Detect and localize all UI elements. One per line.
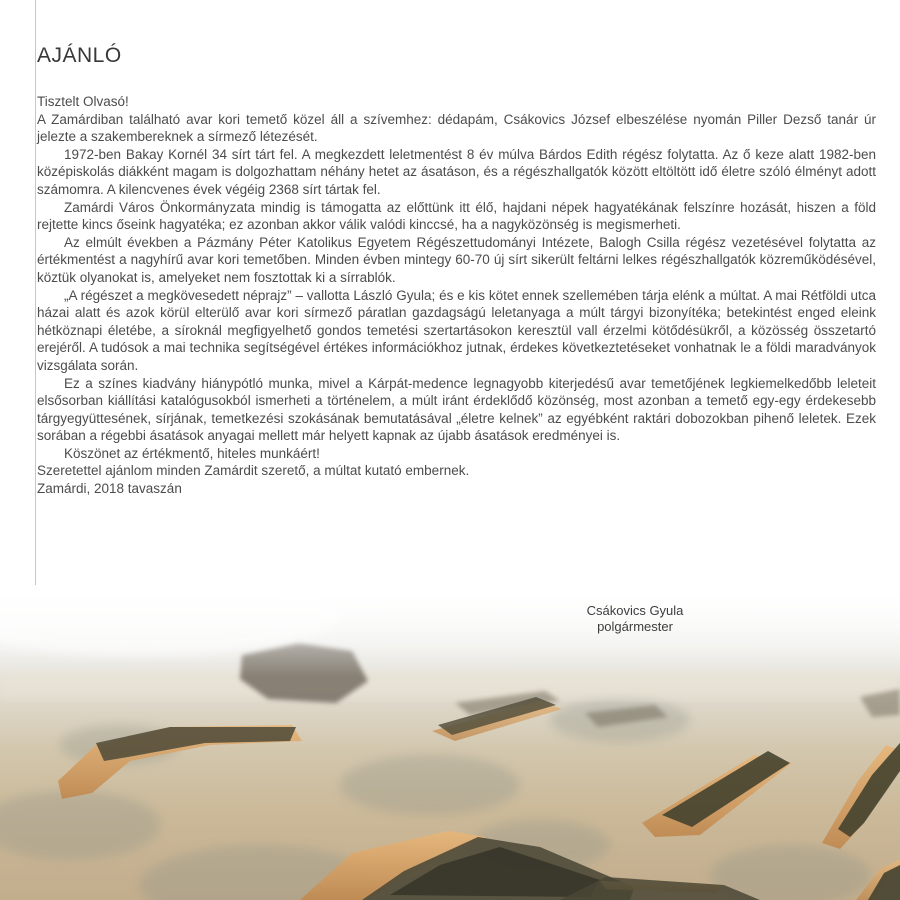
paragraph: Köszönet az értékmentő, hiteles munkáért! [64, 445, 320, 461]
paragraph: Zamárdi Város Önkormányzata mindig is támogatta az előttünk itt élő, hajdani népek hagyatékának felszínre hozását, hiszen a föld rejtette kincs őseink hagyatéka; ez azonban akkor válik valódi kinccsé, ha a nagyközönség is megismerheti. [37, 199, 876, 233]
signature-block [550, 603, 720, 635]
closing-line: Szeretettel ajánlom minden Zamárdit szerető, a múltat kutató embernek. [37, 463, 470, 479]
page-edge-line [35, 0, 36, 588]
foreword-text-block [37, 44, 876, 498]
paragraph: 1972-ben Bakay Kornél 34 sírt tárt fel. A megkezdett leletmentést 8 év múlva Bárdos Edith régész folytatta. Az ő keze alatt 1982-ben középiskolás diákként magam is dolgozhattam néhány hetet az ásatáson, és a régészhallgatók között eltöltött idő életre szóló élményt adott számomra. A kilencvenes évek végéig 2368 sírt tártak fel. [37, 146, 876, 197]
signature-title: polgármester [597, 619, 673, 634]
paragraph: „A régészet a megkövesedett néprajz” – vallotta László Gyula; és e kis kötet ennek szellemében tárja elénk a múltat. A mai Rétföldi utca házai alatt és azok körül elterülő avar kori sírmező páratlan gazdagságú leletanyaga a múlt tárgyi bizonyítéka; betekintést enged eleink hétköznapi életébe, a síroknál megfigyelhető gondos temetési szertartásokon keresztül vall érzelmi kötődésükről, a közösség összetartó erejéről. A tudósok a mai technika segítségével értékes információkhoz jutnak, érdekes következtetéseket vonhatnak le a földi maradványok vizsgálata során. [37, 287, 876, 373]
excavation-photo-art [0, 585, 900, 900]
paragraph: Az elmúlt években a Pázmány Péter Katolikus Egyetem Régészettudományi Intézete, Balogh Csilla régész vezetésével folytatta az értékmentést a nagyhírű avar kori temetőben. Minden évben mintegy 60-70 új sírt sikerült feltárni lelkes régészhallgatók közreműködésével, köztük olyanokat is, amelyeket nem fosztottak ki a sírrablók. [37, 234, 876, 285]
signature-name: Csákovics Gyula [586, 603, 684, 618]
excavation-aerial-photo [0, 585, 900, 900]
paragraph: A Zamárdiban található avar kori temető közel áll a szívemhez: dédapám, Csákovics József elbeszélése nyomán Piller Dezső tanár úr jelezte a szakembereknek a sírmező létezését. [37, 111, 876, 145]
greeting: Tisztelt Olvasó! [37, 94, 129, 109]
paragraph: Ez a színes kiadvány hiánypótló munka, mivel a Kárpát-medence legnagyobb kiterjedésű avar temetőjének legkiemelkedőbb leleteit elsősorban kiállítási katalógusokból ismerheti a történelem, a múlt iránt érdeklődő közönség, most azonban a temető egy-egy érdekesebb tárgyegyüttesének, sírjának, temetkezési szokásának bemutatásával „életre kelnek” az egyébként raktári dobozokban pihenő leletek. Ezek sorában a régebbi ásatások anyagai mellett már helyett kapnak az újabb ásatások eredményei is. [37, 375, 876, 444]
dateline: Zamárdi, 2018 tavaszán [37, 481, 182, 497]
page-title: AJÁNLÓ [37, 44, 122, 67]
